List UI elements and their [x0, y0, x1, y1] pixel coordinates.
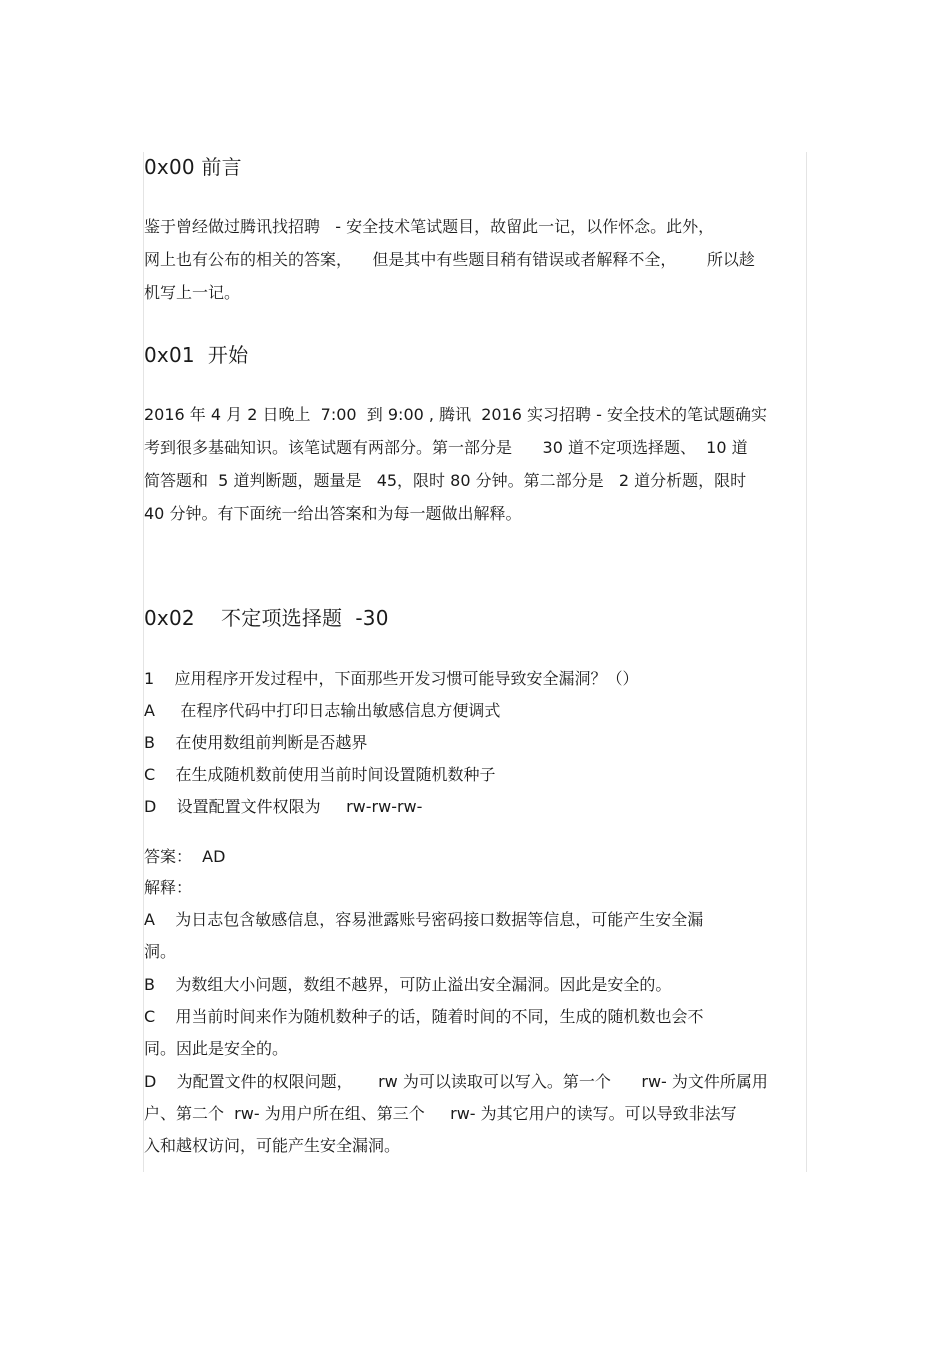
explanation-line: D 为配置文件的权限问题， rw 为可以读取可以写入。第一个 rw- 为文件所属用: [144, 1072, 768, 1091]
explanation-line: A 为日志包含敏感信息，容易泄露账号密码接口数据等信息，可能产生安全漏: [144, 910, 704, 929]
right-margin-rule: [806, 152, 807, 1172]
answer-line: 答案： AD: [144, 847, 226, 866]
paragraph-line: 机写上一记。: [144, 283, 241, 302]
explanation-label: 解释：: [144, 878, 193, 897]
option-d: D 设置配置文件权限为 rw-rw-rw-: [144, 797, 423, 816]
section-heading-multiple-choice: 0x02 不定项选择题 -30: [144, 606, 389, 630]
section-heading-start: 0x01 开始: [144, 343, 249, 367]
paragraph-line: 网上也有公布的相关的答案， 但是其中有些题目稍有错误或者解释不全， 所以趁: [144, 250, 755, 269]
paragraph-line: 40 分钟。有下面统一给出答案和为每一题做出解释。: [144, 504, 522, 523]
explanation-line: 洞。: [144, 942, 177, 961]
option-a: A 在程序代码中打印日志输出敏感信息方便调式: [144, 701, 501, 720]
section-heading-preface: 0x00 前言: [144, 155, 242, 179]
explanation-line: C 用当前时间来作为随机数种子的话，随着时间的不同，生成的随机数也会不: [144, 1007, 704, 1026]
paragraph-line: 鉴于曾经做过腾讯找招聘 - 安全技术笔试题目，故留此一记，以作怀念。此外，: [144, 217, 715, 236]
option-b: B 在使用数组前判断是否越界: [144, 733, 368, 752]
question-text: 1 应用程序开发过程中，下面那些开发习惯可能导致安全漏洞？（）: [144, 669, 639, 688]
explanation-line: B 为数组大小问题，数组不越界，可防止溢出安全漏洞。因此是安全的。: [144, 975, 672, 994]
paragraph-line: 2016 年 4 月 2 日晚上 7:00 到 9:00 , 腾讯 2016 实习招聘 - 安全技术的笔试题确实: [144, 405, 767, 424]
paragraph-line: 考到很多基础知识。该笔试题有两部分。第一部分是 30 道不定项选择题、 10 道: [144, 438, 748, 457]
paragraph-line: 简答题和 5 道判断题，题量是 45，限时 80 分钟。第二部分是 2 道分析题，限时: [144, 471, 747, 490]
explanation-line: 同。因此是安全的。: [144, 1039, 289, 1058]
explanation-line: 入和越权访问，可能产生安全漏洞。: [144, 1136, 401, 1155]
explanation-line: 户、第二个 rw- 为用户所在组、第三个 rw- 为其它用户的读写。可以导致非法写: [144, 1104, 737, 1123]
option-c: C 在生成随机数前使用当前时间设置随机数种子: [144, 765, 496, 784]
